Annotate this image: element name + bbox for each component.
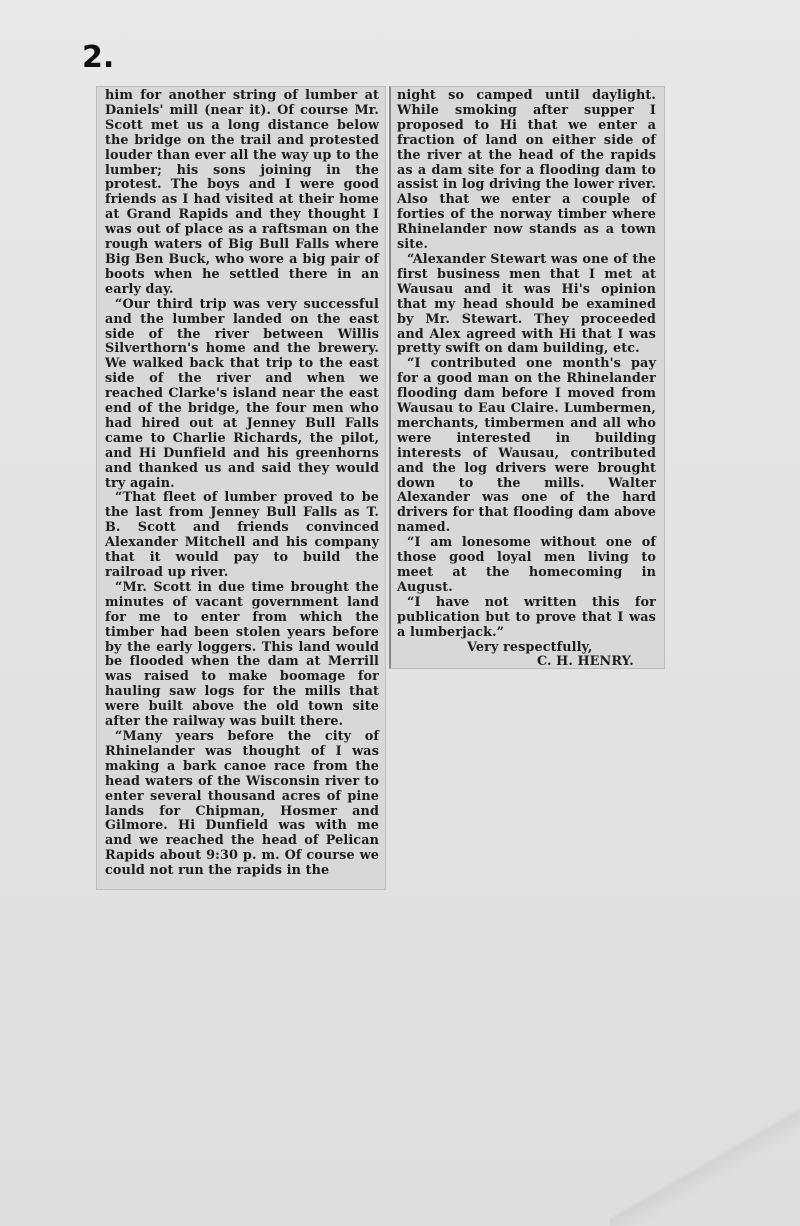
paragraph: “I contributed one month's pay for a good man on the Rhinelander flooding dam before I moved from Wausau to Eau Claire. Lumbermen, merchants, timbermen and all who were interested in building interests of Wausau, contributed and the log drivers were brought down to the mills. Walter Alexander was one of the hard drivers for that flooding dam above named. — [397, 356, 656, 536]
page-number: 2. — [82, 40, 115, 75]
letter-signature: C. H. HENRY. — [537, 654, 634, 669]
paragraph: him for another string of lumber at Daniels' mill (near it). Of course Mr. Scott met us a long distance below the bridge on the trail and protested louder than ever all the way up to the lumber; his sons joining in the protest. The boys and I were good friends as I had visited at their home at Grand Rapids and they thought I was out of place as a raftsman on the rough waters of Big Bull Falls where Big Ben Buck, who wore a big pair of boots when he settled there in an early day. — [105, 88, 379, 297]
paragraph: “I am lonesome without one of those good loyal men living to meet at the homecoming in August. — [397, 535, 656, 595]
paragraph: “Alexander Stewart was one of the first business men that I met at Wausau and it was Hi's opinion that my head should be examined by Mr. Stewart. They proceeded and Alex agreed with Hi that I was pretty swift on dam building, etc. — [397, 251, 656, 357]
paragraph: “Our third trip was very successful and the lumber landed on the east side of the river between Willis Silverthorn's home and the brewery. We walked back that trip to the east side of the river and when we reached Clarke's island near the east end of the bridge, the four men who had hired out at Jenney Bull Falls came to Charlie Richards, the pilot, and Hi Dunfield and his greenhorns and thanked us and said they would try again. — [105, 296, 379, 491]
letter-closing: Very respectfully, — [467, 639, 593, 655]
paragraph: night so camped until daylight. While smoking after supper I proposed to Hi that we enter a fraction of land on either side of the river at the head of the rapids as a dam site for a flooding dam to assist in log driving the lower river. Also that we enter a couple of forties of the norway timber where Rhinelander now stands as a town site. — [397, 88, 656, 253]
paper-crease — [610, 1106, 800, 1226]
paragraph: “I have not written this for publication but to prove that I was a lumberjack.” — [397, 594, 656, 640]
article-column-left — [96, 86, 386, 890]
article-column-right — [389, 86, 665, 669]
paragraph: “That fleet of lumber proved to be the last from Jenney Bull Falls as T. B. Scott and friends convinced Alexander Mitchell and his company that it would pay to build the railroad up river. — [105, 490, 379, 580]
paragraph: “Mr. Scott in due time brought the minutes of vacant government land for me to enter from which the timber had been stolen years before by the early loggers. This land would be flooded when the dam at Merrill was raised to make boomage for hauling saw logs for the mills that were built above the old town site after the railway was built there. — [105, 579, 379, 730]
paragraph: “Many years before the city of Rhinelander was thought of I was making a bark canoe race from the head waters of the Wisconsin river to enter several thousand acres of pine lands for Chipman, Hosmer and Gilmore. Hi Dunfield was with me and we reached the head of Pelican Rapids about 9:30 p. m. Of course we could not run the rapids in the — [105, 728, 379, 879]
